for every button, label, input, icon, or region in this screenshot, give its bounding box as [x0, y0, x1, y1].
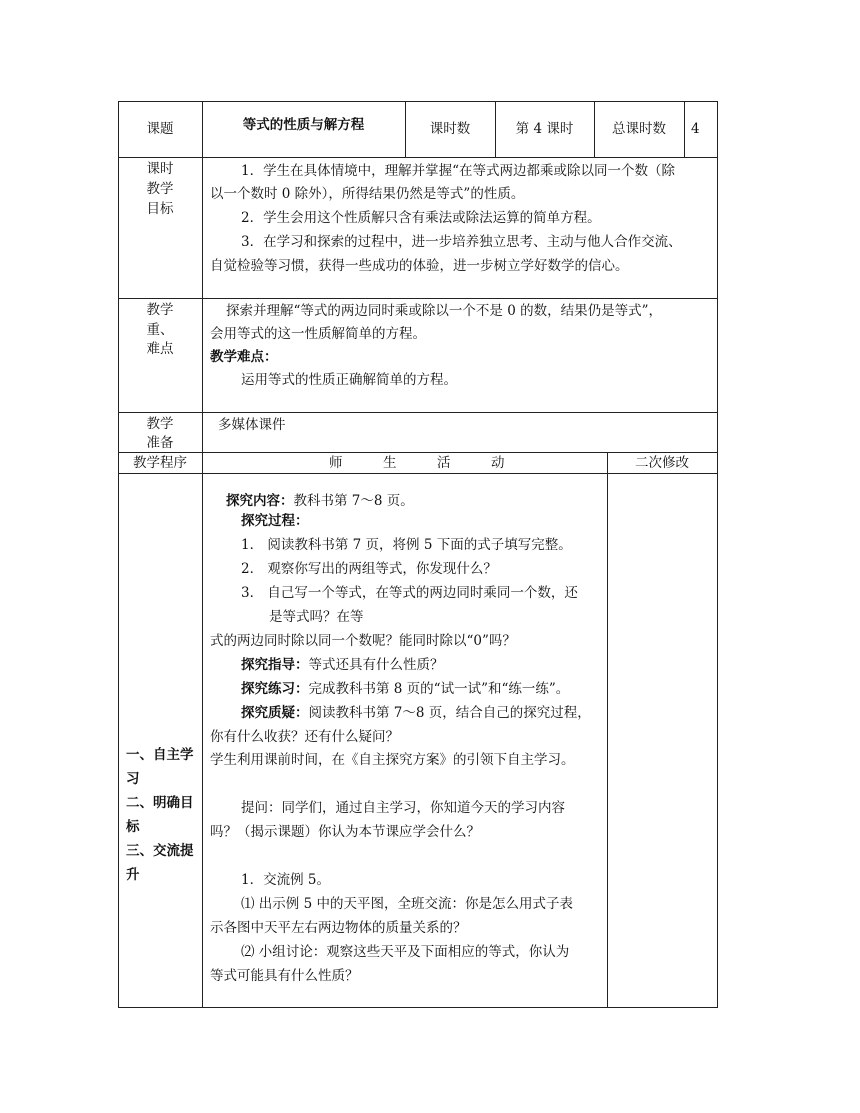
- keypoints-label-2: 重、: [146, 322, 174, 338]
- prep-label-1: 教学: [146, 416, 174, 432]
- difficulty-label: 教学难点：: [210, 349, 278, 365]
- explore-process-label: 探究过程：: [241, 513, 309, 529]
- explore-step-1: 1． 阅读教科书第 7 页，将例 5 下面的式子填写完整。: [241, 537, 572, 553]
- rule-top: [118, 101, 718, 102]
- exchange-title: 1．交流例 5。: [241, 872, 330, 888]
- exchange-item-1a: ⑴ 出示例 5 中的天平图，全班交流：你是怎么用式子表: [241, 896, 573, 912]
- total-lessons-label: 总课时数: [612, 121, 666, 137]
- step-1-line-1: 一、自主学: [126, 747, 194, 763]
- rule-label-column: [202, 101, 203, 1008]
- explore-guide: 探究指导：等式还具有什么性质？: [241, 657, 444, 673]
- objectives-label-3: 目标: [146, 201, 174, 217]
- rule-left: [118, 101, 119, 1008]
- step-2-line-2: 标: [126, 819, 140, 835]
- explore-practice: 探究练习：完成教科书第 8 页的“试一试”和“练一练”。: [241, 681, 570, 697]
- rule-after-keypoints: [118, 412, 718, 413]
- explore-question-cont: 你有什么收获？还有什么疑问？: [210, 729, 399, 745]
- ask-line-2: 吗？（揭示课题）你认为本节课应学会什么？: [210, 824, 480, 840]
- rule-right: [717, 101, 718, 1008]
- keypoints-label-1: 教学: [146, 302, 174, 318]
- objectives-label-2: 教学: [146, 181, 174, 197]
- objective-line-1: 1．学生在具体情境中，理解并掌握“在等式两边都乘或除以同一个数（除: [241, 163, 675, 179]
- exchange-item-1b: 示各图中天平左右两边物体的质量关系的？: [210, 920, 467, 936]
- activity-header: 师 生 活 动: [329, 455, 505, 471]
- rule-bottom: [118, 1007, 718, 1008]
- explore-content: 探究内容：教科书第 7～8 页。: [226, 493, 414, 509]
- keypoint-line-1: 探索并理解“等式的两边同时乘或除以一个不是 0 的数，结果仍是等式”，: [226, 303, 662, 319]
- lesson-count-value: 第 4 课时: [515, 121, 574, 137]
- objectives-label-1: 课时: [146, 161, 174, 177]
- revise-header: 二次修改: [635, 455, 689, 471]
- explore-step-3c: 式的两边同时除以同一个数呢？能同时除以“0”吗？: [210, 633, 516, 649]
- self-study-note: 学生利用课前时间，在《自主探究方案》的引领下自主学习。: [210, 752, 575, 768]
- keypoints-label-3: 难点: [146, 341, 174, 357]
- rule-after-objectives: [118, 298, 718, 299]
- rule-after-header: [118, 157, 718, 158]
- topic-label: 课题: [146, 121, 174, 137]
- prep-content: 多媒体课件: [218, 417, 286, 433]
- topic-title: 等式的性质与解方程: [242, 117, 365, 133]
- program-header: 教学程序: [133, 455, 187, 471]
- rule-header-4: [684, 101, 685, 157]
- difficulty-text: 运用等式的性质正确解简单的方程。: [241, 372, 457, 388]
- step-3-line-2: 升: [126, 867, 140, 883]
- objective-line-4: 3．在学习和探索的过程中，进一步培养独立思考、主动与他人合作交流、: [241, 234, 682, 250]
- objective-line-3: 2．学生会用这个性质解只含有乘法或除法运算的简单方程。: [241, 210, 601, 226]
- explore-step-3a: 3． 自己写一个等式，在等式的两边同时乘同一个数，还: [241, 585, 578, 601]
- explore-step-2: 2． 观察你写出的两组等式，你发现什么？: [241, 561, 497, 577]
- exchange-item-2b: 等式可能具有什么性质？: [210, 968, 359, 984]
- step-2-line-1: 二、明确目: [126, 795, 194, 811]
- exchange-item-2a: ⑵ 小组讨论：观察这些天平及下面相应的等式，你认为: [241, 944, 570, 960]
- objective-line-5: 自觉检验等习惯，获得一些成功的体验，进一步树立学好数学的信心。: [210, 258, 629, 274]
- objective-line-2: 以一个数时 0 除外），所得结果仍然是等式”的性质。: [210, 186, 525, 202]
- step-3-line-1: 三、交流提: [126, 843, 194, 859]
- explore-question: 探究质疑：阅读教科书第 7～8 页，结合自己的探究过程，: [241, 705, 591, 721]
- rule-revise-column: [607, 452, 608, 1008]
- ask-line-1: 提问：同学们，通过自主学习，你知道今天的学习内容: [241, 800, 565, 816]
- lesson-count-label: 课时数: [429, 121, 471, 137]
- explore-step-3b: 是等式吗？在等: [269, 609, 364, 625]
- step-1-line-2: 习: [126, 771, 140, 787]
- prep-label-2: 准备: [146, 435, 174, 451]
- keypoint-line-2: 会用等式的这一性质解简单的方程。: [210, 326, 426, 342]
- total-lessons-value: 4: [691, 121, 700, 137]
- rule-after-proc-header: [118, 473, 718, 474]
